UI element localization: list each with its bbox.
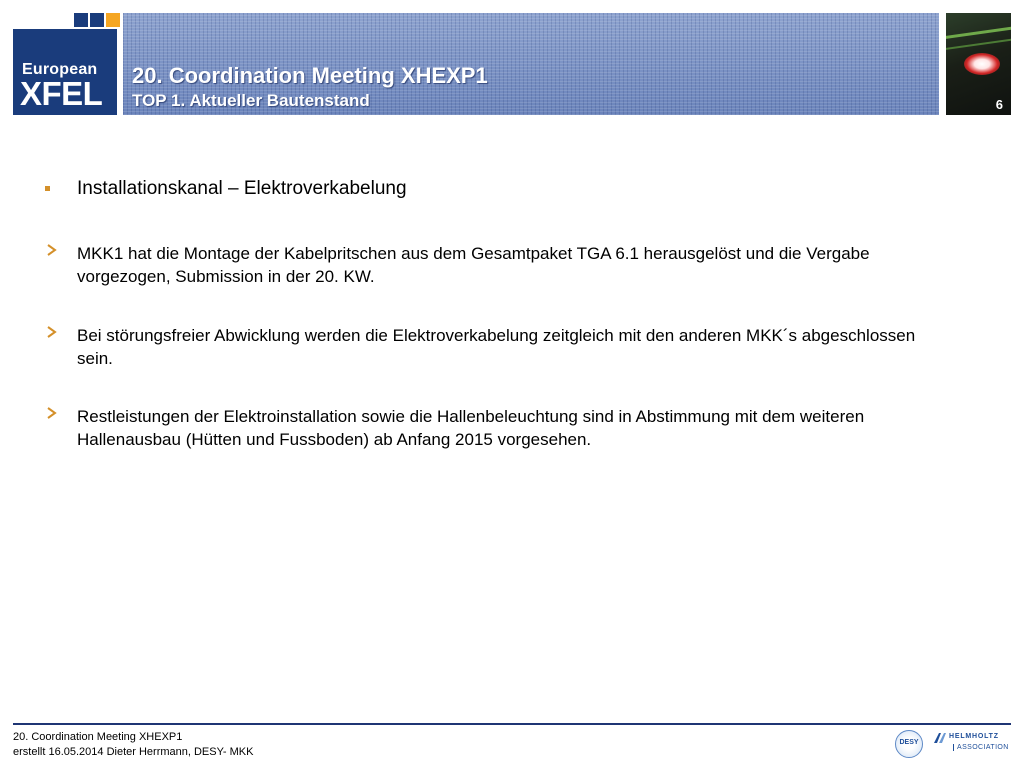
- logo-line-xfel: XFEL: [20, 75, 103, 112]
- helmholtz-line-1: HELMHOLTZ: [949, 733, 999, 740]
- slide-title: 20. Coordination Meeting XHEXP1: [132, 63, 488, 88]
- list-item-text: MKK1 hat die Montage der Kabelpritschen aus dem Gesamtpaket TGA 6.1 herausgelöst und die Vergabe vorgezogen, Submission in der 20. KW.: [77, 244, 870, 286]
- helmholtz-line-2: ASSOCIATION: [953, 744, 1009, 751]
- logo-square-1: [74, 13, 88, 27]
- footer-divider: [13, 723, 1011, 725]
- header-banner: [123, 13, 939, 115]
- photo-light-glow: [964, 53, 1000, 75]
- arrow-bullet-icon: [45, 243, 59, 257]
- main-bullet-text: Installationskanal – Elektroverkabelung: [77, 178, 407, 199]
- desy-logo: [895, 730, 923, 758]
- slide-subtitle: TOP 1. Aktueller Bautenstand: [132, 91, 370, 110]
- helmholtz-logo: [933, 730, 1013, 758]
- european-xfel-logo: [13, 29, 117, 115]
- slide-number: 6: [995, 97, 1003, 112]
- desy-logo-text: DESY: [899, 739, 919, 746]
- logo-square-3: [106, 13, 120, 27]
- arrow-bullet-icon: [45, 406, 59, 420]
- list-item-text: Restleistungen der Elektroinstallation sowie die Hallenbeleuchtung sind in Abstimmung mit dem weiteren Hallenausbau (Hütten und Fussboden) ab Anfang 2015 vorgesehen.: [77, 407, 865, 449]
- photo-streak: [946, 37, 1011, 52]
- square-bullet-icon: [45, 186, 50, 191]
- footer-line-1: 20. Coordination Meeting XHEXP1: [13, 731, 183, 743]
- helmholtz-icon: [933, 731, 947, 745]
- photo-streak: [946, 25, 1011, 40]
- arrow-bullet-icon: [45, 325, 59, 339]
- footer-line-2: erstellt 16.05.2014 Dieter Herrmann, DESY- MKK: [13, 746, 254, 758]
- logo-line-european: European: [22, 61, 98, 78]
- list-item-text: Bei störungsfreier Abwicklung werden die Elektroverkabelung zeitgleich mit den anderen MKK´s abgeschlossen sein.: [77, 326, 916, 368]
- header-photo: [946, 13, 1011, 115]
- logo-square-2: [90, 13, 104, 27]
